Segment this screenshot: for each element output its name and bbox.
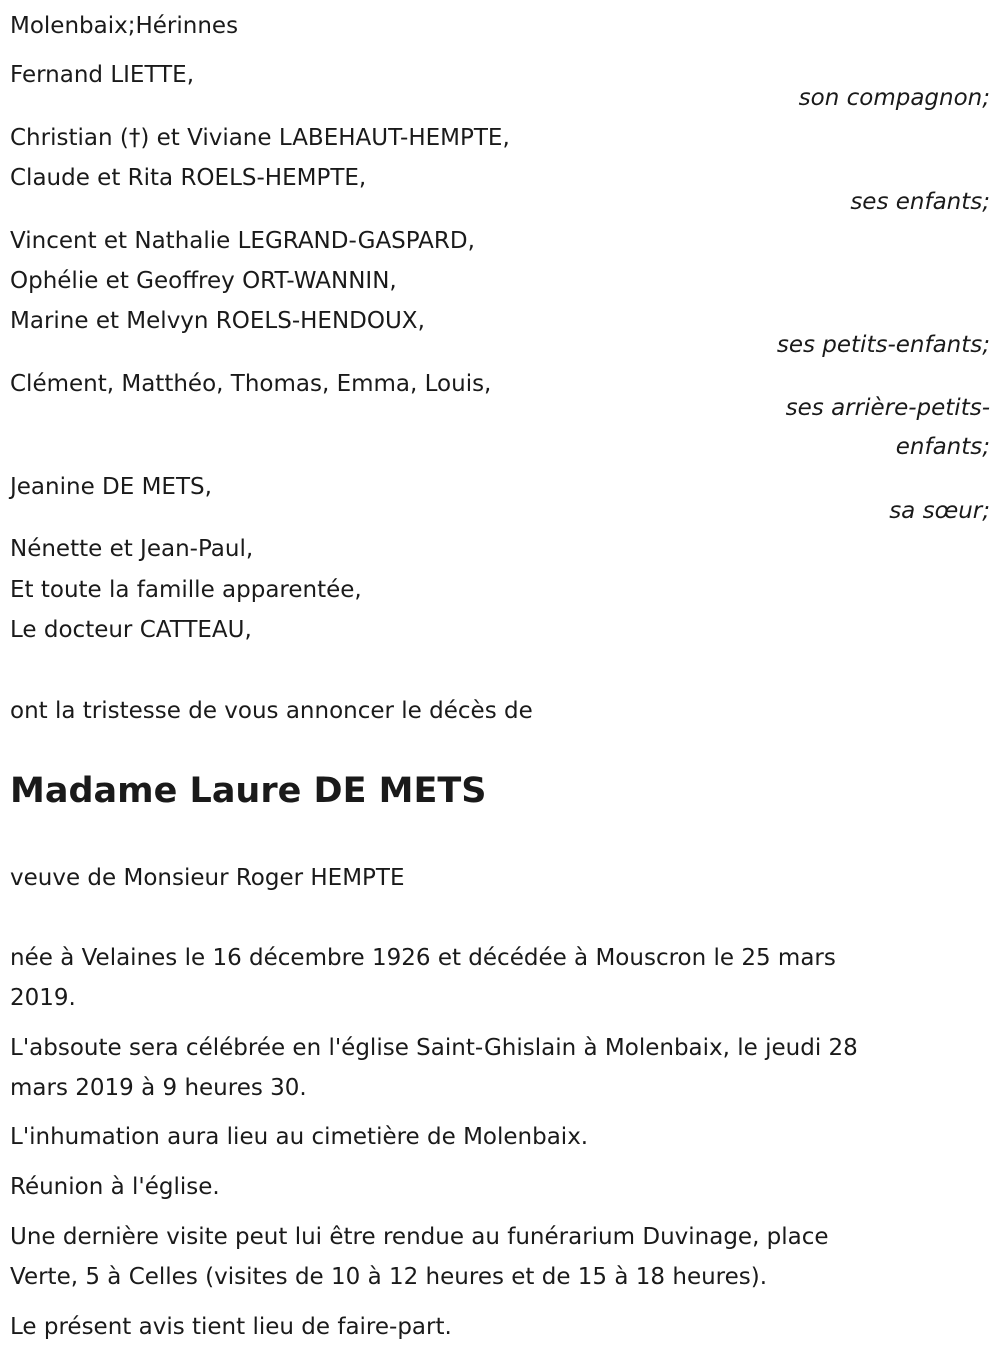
announcement-text: ont la tristesse de vous annoncer le décès de xyxy=(10,698,533,724)
great-grandchildren-names: Clément, Matthéo, Thomas, Emma, Louis, xyxy=(10,371,492,397)
great-grandchildren-role-line1: ses arrière-petits- xyxy=(785,395,990,421)
birth-death-line1: née à Velaines le 16 décembre 1926 et décédée à Mouscron le 25 mars xyxy=(10,945,836,971)
meeting-info: Réunion à l'église. xyxy=(10,1174,220,1200)
grandchild-name: Ophélie et Geoffrey ORT-WANNIN, xyxy=(10,268,397,294)
child-name: Claude et Rita ROELS-HEMPTE, xyxy=(10,165,367,191)
children-role: ses enfants; xyxy=(850,189,990,215)
other-relative: Le docteur CATTEAU, xyxy=(10,617,252,643)
ceremony-line2: mars 2019 à 9 heures 30. xyxy=(10,1075,307,1101)
visit-info-line2: Verte, 5 à Celles (visites de 10 à 12 heures et de 15 à 18 heures). xyxy=(10,1264,768,1290)
grandchildren-role: ses petits-enfants; xyxy=(776,332,990,358)
great-grandchildren-role-line2: enfants; xyxy=(895,434,990,460)
grandchild-name: Vincent et Nathalie LEGRAND-GASPARD, xyxy=(10,228,475,254)
widow-of: veuve de Monsieur Roger HEMPTE xyxy=(10,865,405,891)
notice-disclaimer: Le présent avis tient lieu de faire-part. xyxy=(10,1314,452,1340)
deceased-name: Madame Laure DE METS xyxy=(10,771,487,811)
visit-info-line1: Une dernière visite peut lui être rendue au funérarium Duvinage, place xyxy=(10,1224,829,1250)
sister-role: sa sœur; xyxy=(889,498,990,524)
location: Molenbaix;Hérinnes xyxy=(10,13,239,39)
birth-death-line2: 2019. xyxy=(10,985,76,1011)
other-relative: Nénette et Jean-Paul, xyxy=(10,536,254,562)
sister-name: Jeanine DE METS, xyxy=(10,474,212,500)
grandchild-name: Marine et Melvyn ROELS-HENDOUX, xyxy=(10,308,425,334)
companion-role: son compagnon; xyxy=(798,85,990,111)
companion-name: Fernand LIETTE, xyxy=(10,62,194,88)
burial-info: L'inhumation aura lieu au cimetière de Molenbaix. xyxy=(10,1124,589,1150)
other-relative: Et toute la famille apparentée, xyxy=(10,577,362,603)
ceremony-line1: L'absoute sera célébrée en l'église Saint-Ghislain à Molenbaix, le jeudi 28 xyxy=(10,1035,858,1061)
child-name: Christian (†) et Viviane LABEHAUT-HEMPTE, xyxy=(10,125,510,151)
